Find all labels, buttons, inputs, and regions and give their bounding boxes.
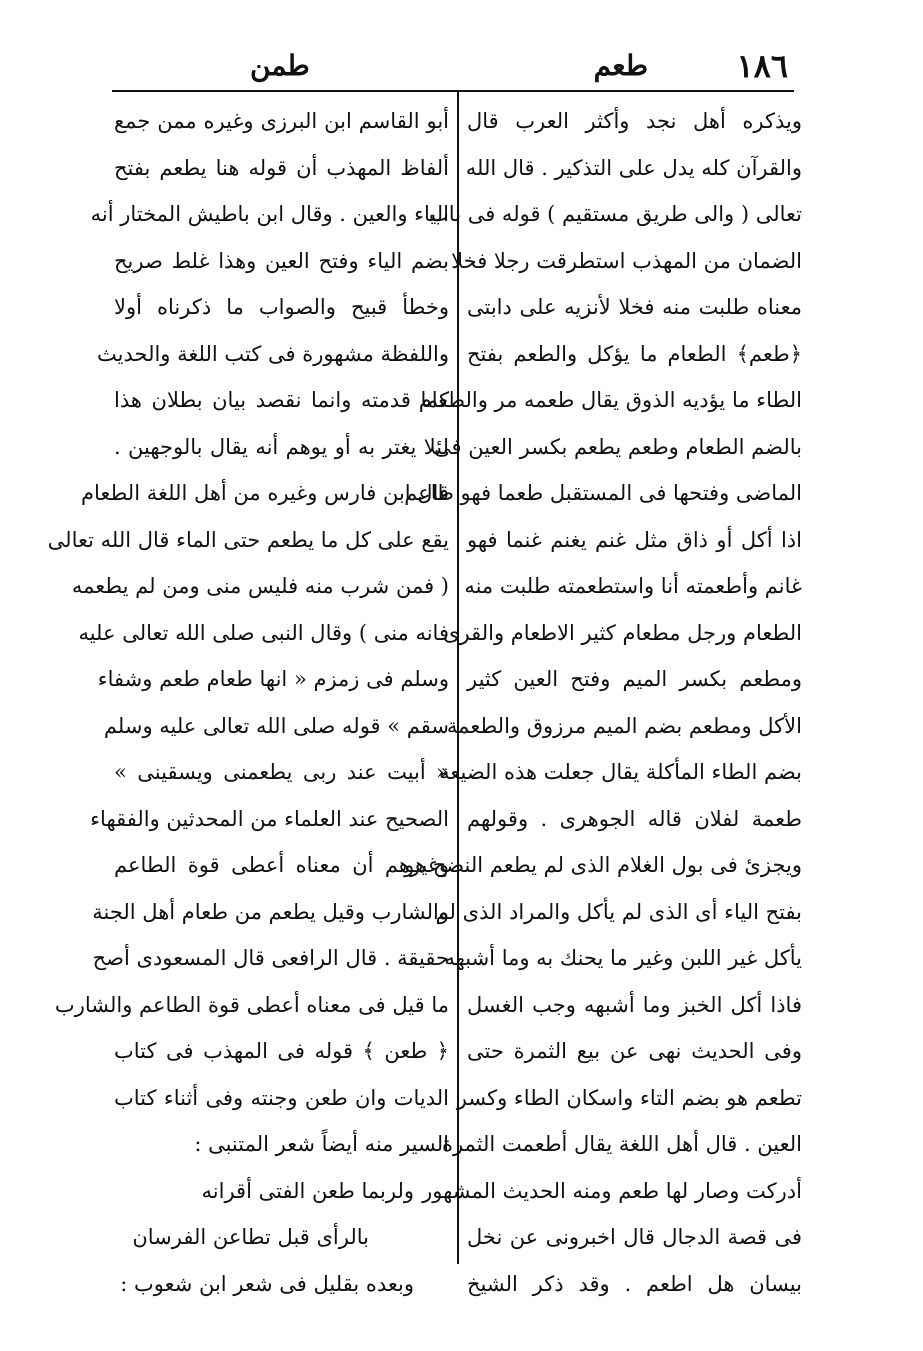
text-line: ألفاظ المهذب أن قوله هنا يطعم بفتح (114, 155, 449, 180)
text-line: اذا أكل أو ذاق مثل غنم يغنم غنما فهو (467, 527, 802, 552)
text-line: الماضى وفتحها فى المستقبل طعما فهو طاعم (404, 481, 802, 505)
text-line: الياء والعين . وقال ابن باطيش المختار أنه (90, 202, 449, 226)
verse-line: ولربما طعن الفتى أقرانه (201, 1178, 414, 1203)
text-line: الأكل ومطعم بضم الميم مرزوق والطعمة (446, 713, 802, 738)
text-line: فانه منى ) وقال النبى صلى الله تعالى عليه (78, 620, 449, 645)
text-line: والشارب وقيل يطعم من طعام أهل الجنة (92, 899, 449, 924)
text-line: وسلم فى زمزم « انها طعام طعم وشفاء (97, 667, 449, 691)
text-line: بيسان هل اطعم . وقد ذكر الشيخ (467, 1271, 802, 1296)
text-line: الطعام ورجل مطعام كثير الاطعام والقرى (443, 620, 802, 645)
text-line: لئلا يغتر به أو يوهم أنه يقال بالوجهين . (114, 434, 449, 459)
text-line: تطعم هو بضم التاء واسكان الطاء وكسر (456, 1085, 802, 1110)
text-line: الصحيح عند العلماء من المحدثين والفقهاء (90, 806, 449, 831)
running-head-left: طمن (250, 49, 310, 82)
text-line: غانم وأطعمته أنا واستطعمته طلبت منه (464, 574, 802, 598)
text-line: وفى الحديث نهى عن بيع الثمرة حتى (467, 1039, 802, 1063)
page-number: ١٨٦ (736, 47, 788, 85)
text-line: وغيرهم أن معناه أعطى قوة الطاعم (114, 853, 449, 877)
text-line: يقع على كل ما يطعم حتى الماء قال الله تعالى (47, 527, 449, 552)
text-line: السير منه أيضاً شعر المتنبى : (194, 1132, 449, 1156)
text-line: الديات وان طعن وجنته وفى أثناء كتاب (114, 1085, 449, 1110)
text-line: الضمان من المهذب استطرقت رجلا فخلا (451, 248, 802, 273)
running-head-right: طعم (593, 49, 648, 82)
text-line: بضم الياء وفتح العين وهذا غلط صريح (114, 248, 449, 273)
text-line: طعمة لفلان قاله الجوهرى . وقولهم (467, 806, 802, 831)
text-line: بفتح الياء أى الذى لم يأكل والمراد الذى لم (435, 899, 802, 924)
text-line: ويذكره أهل نجد وأكثر العرب قال (467, 109, 802, 133)
text-line: ( فمن شرب منه فليس منى ومن لم يطعمه (71, 574, 449, 598)
text-line: أدركت وصار لها طعم ومنه الحديث المشهور (422, 1178, 802, 1203)
text-line: وخطأ قبيح والصواب ما ذكرناه أولا (114, 295, 449, 319)
verse-line: بالرأى قبل تطاعن الفرسان (132, 1225, 369, 1249)
text-line: واللفظة مشهورة فى كتب اللغة والحديث (97, 341, 449, 366)
text-line: تعالى ( والى طريق مستقيم ) قوله فى باب (429, 202, 802, 226)
text-line: بضم الطاء المأكلة يقال جعلت هذه الضيعة (439, 760, 802, 784)
text-line: كما قدمته وانما نقصد بيان بطلان هذا (114, 388, 449, 412)
text-line: العين . قال أهل اللغة يقال أطعمت الثمرة (441, 1132, 802, 1156)
text-line: حقيقة . قال الرافعى قال المسعودى أصح (92, 946, 449, 970)
header-rule (112, 90, 794, 92)
text-line: ويجزئ فى بول الغلام الذى لم يطعم النضح هو (404, 853, 802, 877)
entry-heading-line: ﴿طعم﴾ الطعام ما يؤكل والطعم بفتح (467, 341, 802, 366)
text-line: أبو القاسم ابن البرزى وغيره ممن جمع (114, 109, 449, 133)
text-line: الطاء ما يؤديه الذوق يقال طعمه مر والطعام (418, 388, 802, 412)
text-line: وبعده بقليل فى شعر ابن شعوب : (120, 1271, 414, 1296)
text-line: سقم » قوله صلى الله تعالى عليه وسلم (103, 713, 449, 738)
text-line: يأكل غير اللبن وغير ما يحنك به وما أشبهه (444, 946, 802, 970)
left-column (47, 98, 449, 1307)
right-column (404, 98, 802, 1307)
text-line: « أبيت عند ربى يطعمنى ويسقينى » (114, 760, 449, 784)
text-line: قال ابن فارس وغيره من أهل اللغة الطعام (81, 481, 449, 505)
text-line: والقرآن كله يدل على التذكير . قال الله (465, 155, 802, 180)
text-line: فى قصة الدجال قال اخبرونى عن نخل (467, 1225, 802, 1249)
entry-heading-line: ﴿ طعن ﴾ قوله فى المهذب فى كتاب (114, 1039, 449, 1063)
text-line: معناه طلبت منه فخلا لأنزيه على دابتى (467, 295, 802, 319)
text-line: ومطعم بكسر الميم وفتح العين كثير (467, 667, 802, 691)
text-line: فاذا أكل الخبز وما أشبهه وجب الغسل (467, 992, 802, 1017)
text-line: بالضم الطعام وطعم يطعم بكسر العين فى (433, 434, 802, 459)
text-line: ما قيل فى معناه أعطى قوة الطاعم والشارب (54, 992, 449, 1017)
